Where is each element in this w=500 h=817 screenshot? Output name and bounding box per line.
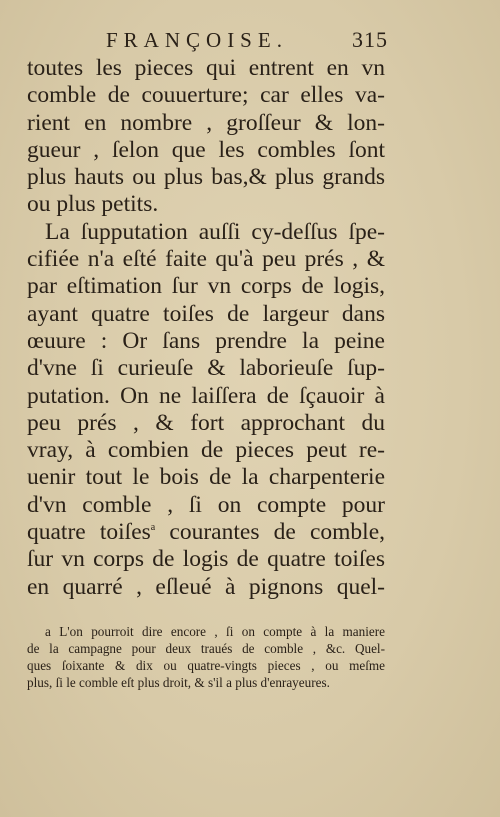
text-line: en quarré , eſleué à pignons quel- xyxy=(27,573,385,600)
text-line: d'vn comble , ſi on compte pour xyxy=(27,491,385,518)
text-line: peu prés , & fort approchant du xyxy=(27,409,385,436)
text-line: d'vne ſi curieuſe & laborieuſe ſup- xyxy=(27,355,385,382)
footnote-line: ques ſoixante & dix ou quatre-vingts pieces , ou meſme xyxy=(27,658,385,673)
footnote-marker: a xyxy=(45,624,51,639)
text-line: uenir tout le bois de la charpenterie xyxy=(27,464,385,491)
page-header xyxy=(0,24,500,54)
text-fragment: quatre toiſes xyxy=(27,519,151,546)
footnote-reference: a xyxy=(150,522,156,534)
text-line: ou plus petits. xyxy=(27,191,159,218)
body-text xyxy=(27,55,385,601)
text-line: rient en nombre , groſſeur & lon- xyxy=(27,109,385,136)
footnote-text: L'on pourroit dire encore , ſi on compte à la maniere xyxy=(59,624,385,639)
footnote-line: de la campagne pour deux traués de comble , &c. Quel- xyxy=(27,641,385,656)
page-number: 315 xyxy=(352,27,388,52)
text-fragment: courantes de comble, xyxy=(169,519,386,546)
text-line: gueur , ſelon que les combles ſont xyxy=(27,136,385,163)
text-line: cifiée n'a eſté faite qu'à peu prés , & xyxy=(27,246,385,273)
running-title: FRANÇOISE. xyxy=(106,28,288,52)
text-line: comble de couuerture; car elles va- xyxy=(27,82,385,109)
footnote-line: plus, ſi le comble eſt plus droit, & s'il a plus d'enrayeures. xyxy=(27,675,330,690)
text-line-with-note xyxy=(27,519,385,546)
text-line: œuure : Or ſans prendre la peine xyxy=(27,327,385,354)
text-line: ayant quatre toiſes de largeur dans xyxy=(27,300,385,327)
text-line: La ſupputation auſſi cy-deſſus ſpe- xyxy=(45,218,385,245)
text-line: plus hauts ou plus bas,& plus grands xyxy=(27,164,385,191)
footnote xyxy=(27,623,385,691)
text-line: toutes les pieces qui entrent en vn xyxy=(27,55,385,81)
footnote-line xyxy=(27,623,385,640)
text-line: putation. On ne laiſſera de ſçauoir à xyxy=(27,382,385,409)
text-line: par eſtimation ſur vn corps de logis, xyxy=(27,273,385,300)
text-line: vray, à combien de pieces peut re- xyxy=(27,437,385,464)
text-line: ſur vn corps de logis de quatre toiſes xyxy=(27,546,385,573)
